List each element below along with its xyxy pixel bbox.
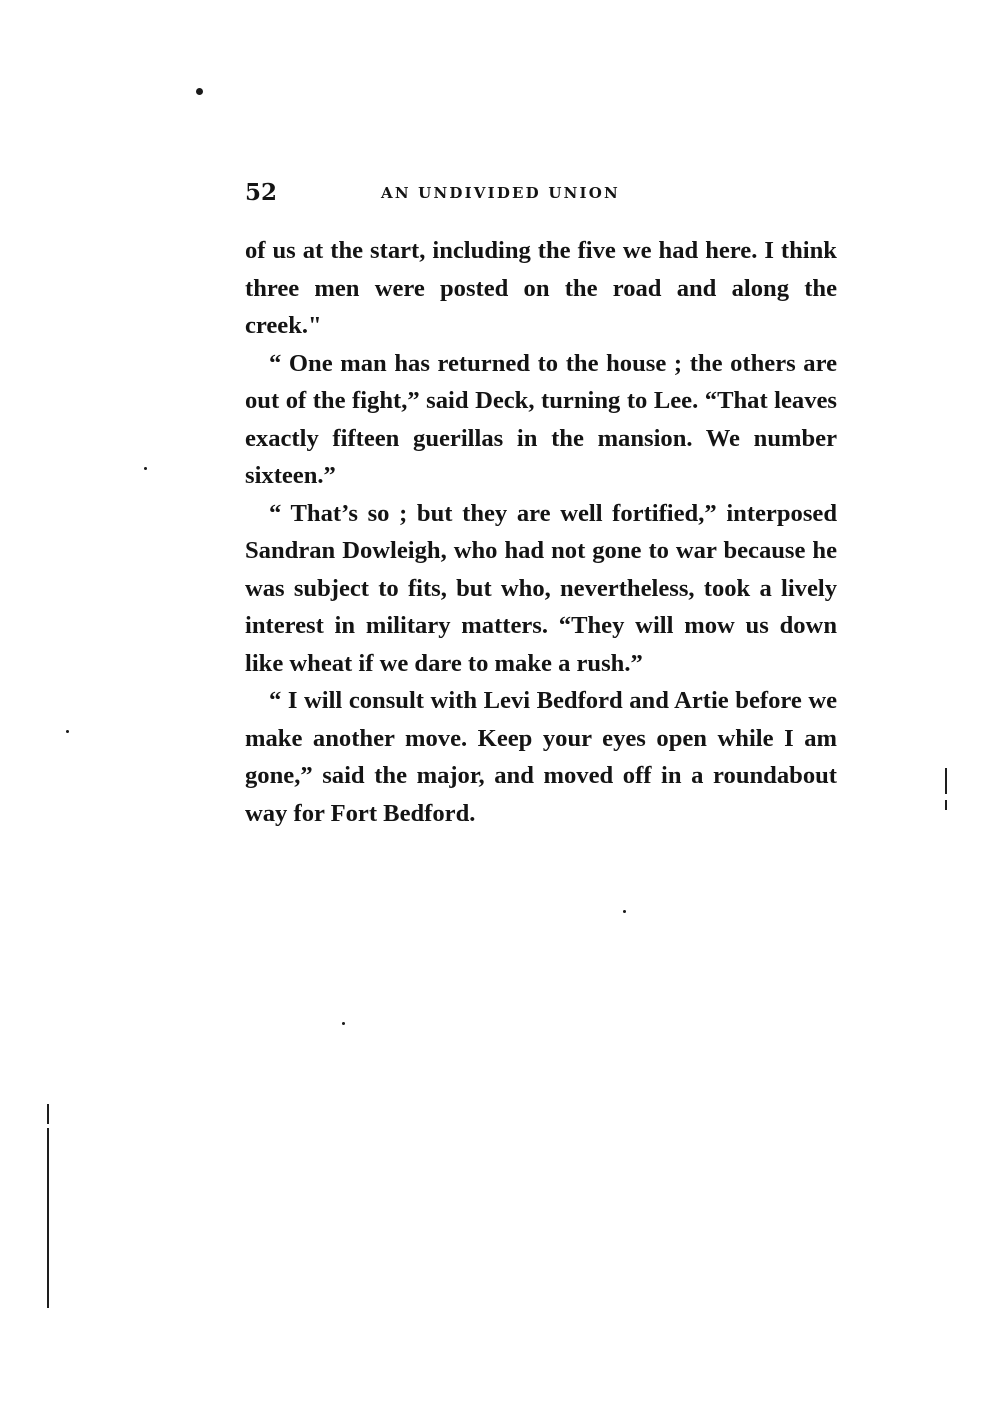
- margin-mark: [945, 800, 947, 810]
- ink-speck: [66, 730, 69, 733]
- margin-mark: [47, 1128, 49, 1308]
- margin-mark: [945, 768, 947, 794]
- paragraph: “ That’s so ; but they are well fortified,” interposed Sandran Dowleigh, who had not gone to war because he was subject to fits, but who, nevertheless, took a lively interest in military matters. “They will mow us down like wheat if we dare to make a rush.”: [245, 499, 837, 677]
- ink-speck: [144, 467, 147, 470]
- margin-mark: [47, 1104, 49, 1124]
- running-head: [245, 178, 837, 208]
- paragraph: “ I will consult with Levi Bedford and Artie before we make another move. Keep your eyes open while I am gone,” said the major, and moved off in a roundabout way for Fort Bedford.: [245, 687, 837, 827]
- ink-speck: [623, 910, 626, 913]
- running-title: AN UNDIVIDED UNION: [381, 184, 620, 202]
- page-number: 52: [245, 179, 278, 206]
- body-text: [245, 232, 837, 832]
- paragraph: “ One man has returned to the house ; the others are out of the fight,” said Deck, turning to Lee. “That leaves exactly fifteen guerillas in the mansion. We number sixteen.”: [245, 349, 837, 489]
- ink-speck: [196, 88, 203, 95]
- ink-speck: [342, 1022, 345, 1025]
- paragraph: of us at the start, including the five we had here. I think three men were posted on the road and along the creek.": [245, 237, 837, 339]
